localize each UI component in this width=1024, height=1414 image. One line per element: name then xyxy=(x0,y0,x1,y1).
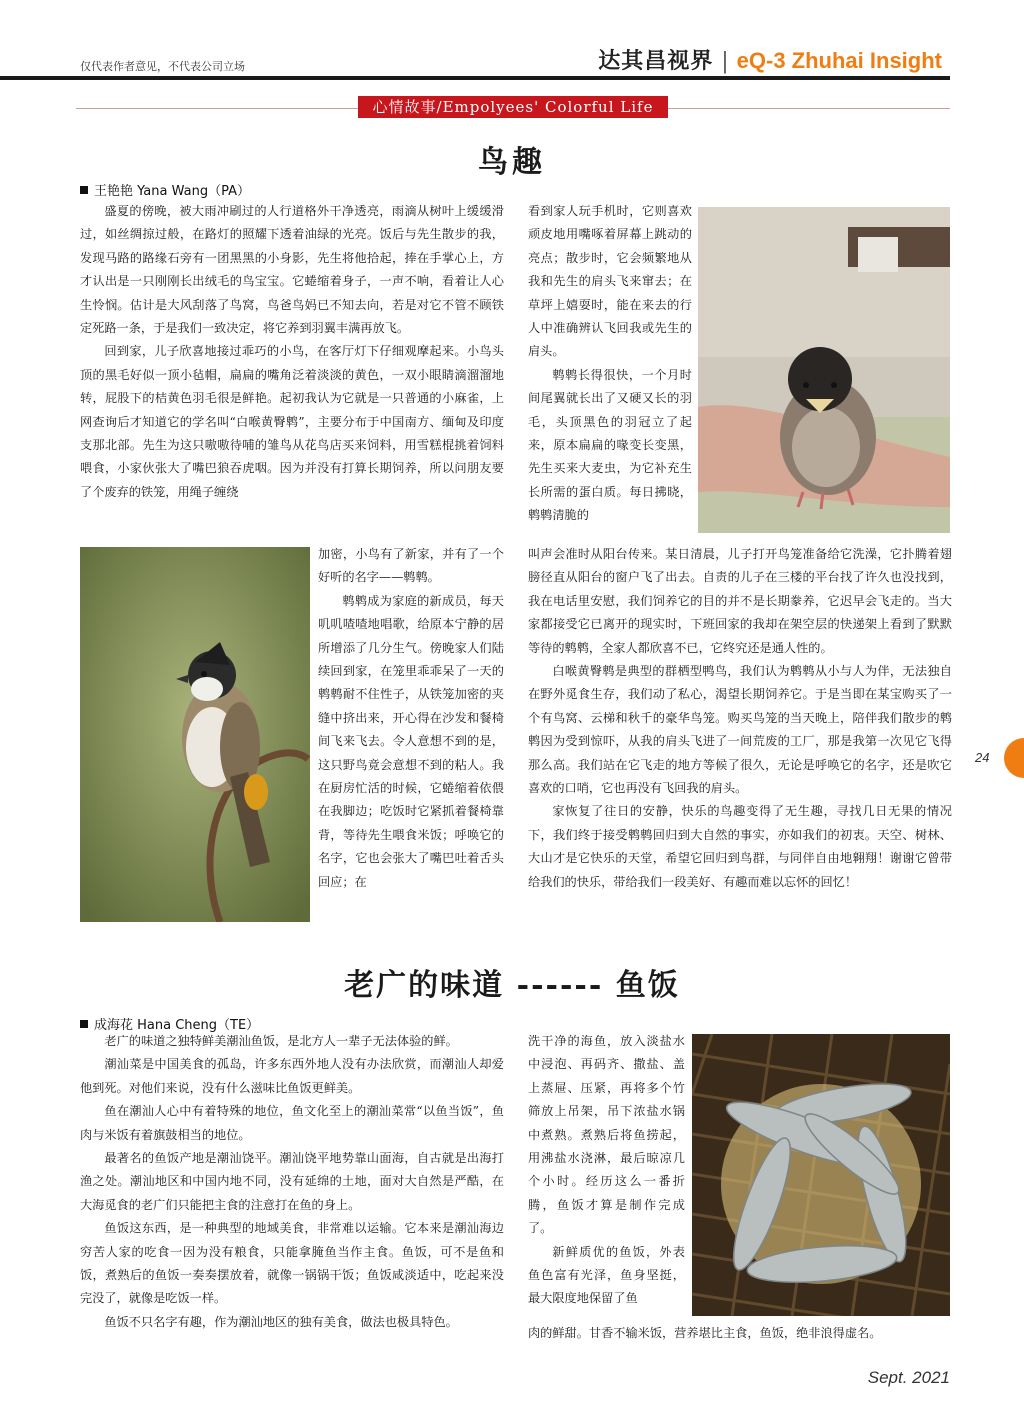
article1-column1b xyxy=(318,543,504,894)
chick-on-finger-illustration xyxy=(698,207,950,533)
brand-english: eQ-3 Zhuhai Insight xyxy=(736,48,942,73)
footer-date: Sept. 2021 xyxy=(867,1368,950,1387)
article2-column2b xyxy=(528,1322,952,1345)
bird-photo-bulbul xyxy=(80,547,310,922)
paragraph: 鹎鹎长得很快，一个月时间尾翼就长出了又硬又长的羽毛，头顶黑色的羽冠立了起来，原本扁扁的喙变长变黑，先生买来大麦虫，为它补充生长所需的蛋白质。每日拂晓，鹎鹎清脆的 xyxy=(528,367,692,523)
brand-separator: | xyxy=(721,49,729,74)
article2-title: 老广的味道 ------ 鱼饭 xyxy=(344,968,680,1003)
paragraph: 新鲜质优的鱼饭，外表鱼色富有光泽，鱼身坚挺，最大限度地保留了鱼 xyxy=(528,1244,685,1306)
paragraph: 鱼饭这东西，是一种典型的地域美食，非常难以运输。它本来是潮汕海边穷苦人家的吃食一因为没有粮食，只能拿腌鱼当作主食。鱼饭，可不是鱼和饭，煮熟后的鱼饭一奏奏摆放着，就像一锅锅干饭；鱼饭咸淡适中，吃起来没完没了，就像是吃饭一样。 xyxy=(80,1221,504,1306)
section-tag: 心情故事/Empolyees' Colorful Life xyxy=(358,96,668,118)
header-rule xyxy=(0,76,950,80)
article2-column2a xyxy=(528,1030,685,1311)
article1-author xyxy=(80,180,250,199)
paragraph: 洗干净的海鱼，放入淡盐水中浸泡、再码齐、撒盐、盖上蒸屉、压紧，再将多个竹筛放上吊架，吊下浓盐水锅中煮熟。煮熟后将鱼捞起，用沸盐水浇淋，最后晾凉几个小时。经历这么一番折腾，鱼饭才算是制作完成了。 xyxy=(528,1034,685,1236)
article1-column2b xyxy=(528,543,952,894)
paragraph: 叫声会准时从阳台传来。某日清晨，儿子打开鸟笼准备给它洗澡，它扑腾着翅膀径直从阳台的窗户飞了出去。自责的儿子在三楼的平台找了许久也没找到，我在电话里安慰，我们饲养它的目的并不是长期豢养，它迟早会飞走的。当大家都接受它已离开的现实时，下班回家的我却在架空层的快递架上看到了默默等待的鹎鹎，全家人都欣喜不已，它终究还是通人性的。 xyxy=(528,547,952,655)
article1-title: 鸟趣 xyxy=(478,145,546,180)
article1-column2a xyxy=(528,200,692,528)
fish-rice-photo xyxy=(692,1034,950,1316)
article1-author-name: 王艳艳 Yana Wang（PA） xyxy=(94,184,250,199)
article1-column1 xyxy=(80,200,504,504)
paragraph: 白喉黄臀鹎是典型的群栖型鸭鸟，我们认为鹎鹎从小与人为伴，无法独自在野外觅食生存，我们动了私心，渴望长期饲养它。于是当即在某宝购买了一个有鸟窝、云梯和秋千的豪华鸟笼。购买鸟笼的当天晚上，陪伴我们散步的鹎鹎因为受到惊吓，从我的肩头飞进了一间荒废的工厂，那是我第一次见它飞得那么高。我们站在它飞走的地方等候了很久，无论是呼唤它的名字，还是吹它喜欢的口哨，它也再没有飞回我的肩头。 xyxy=(528,664,952,796)
fish-in-basket-illustration xyxy=(692,1034,950,1316)
brand-chinese: 达其昌视界 xyxy=(598,48,714,74)
paragraph: 看到家人玩手机时，它则喜欢顽皮地用嘴啄着屏幕上跳动的亮点；散步时，它会频繁地从我和先生的肩头飞来窜去；在草坪上嬉耍时，能在来去的行人中准确辨认飞回我或先生的肩头。 xyxy=(528,204,692,359)
author-bullet-icon xyxy=(80,186,88,194)
paragraph: 鱼饭不只名字有趣，作为潮汕地区的独有美食，做法也极具特色。 xyxy=(104,1314,458,1329)
paragraph: 盛夏的傍晚，被大雨冲刷过的人行道格外干净透亮，雨滴从树叶上缓缓滑过，如丝绸掠过般，在路灯的照耀下透着油绿的光亮。饭后与先生散步的我，发现马路的路缘石旁有一团黑黑的小身影，先生将他拾起，捧在手掌心上，方才认出是一只刚刚长出绒毛的鸟宝宝。它蜷缩着身子，一声不响，看着让人心生怜悯。估计是大风刮落了鸟窝，鸟爸鸟妈已不知去向，若是对它不管不顾铁定死路一条，于是我们一致决定，将它养到羽翼丰满再放飞。 xyxy=(80,204,504,336)
bird-photo-chick-on-finger xyxy=(698,207,950,533)
article2-column1 xyxy=(80,1030,504,1334)
paragraph: 鹎鹎成为家庭的新成员，每天叽叽喳喳地唱歌，给原本宁静的居所增添了几分生气。傍晚家人们陆续回到家，在笼里乖乖呆了一天的鹎鹎耐不住性子，从铁笼加密的夹缝中挤出来，开心得在沙发和餐椅间飞来飞去。令人意想不到的是，这只野鸟竟会意想不到的粘人。我在厨房忙活的时候，它蜷缩着依偎在我脚边；吃饭时它紧抓着餐椅靠背，等待先生喂食米饭；呼唤它的名字，它也会张大了嘴巴吐着舌头回应；在 xyxy=(318,593,504,889)
page-number: 24 xyxy=(975,750,990,765)
paragraph: 回到家，儿子欣喜地接过乖巧的小鸟，在客厅灯下仔细观摩起来。小鸟头顶的黑毛好似一顶小毡帽，扁扁的嘴角泛着淡淡的黄色，一双小眼睛滴溜溜地转，屁股下的桔黄色羽毛很是鲜艳。起初我认为它就是一只普通的小麻雀，上网查询后才知道它的学名叫“白喉黄臀鹎”，主要分布于中国南方、缅甸及印度支那北部。先生为这只嗷嗷待哺的雏鸟从花鸟店买来饲料，用雪糕棍挑着饲料喂食，小家伙张大了嘴巴狼吞虎咽。因为并没有打算长期饲养，所以问朋友要了个废弃的铁笼，用绳子缠绕 xyxy=(80,344,504,499)
article2-author-name: 成海花 Hana Cheng（TE） xyxy=(94,1018,260,1033)
paragraph: 潮汕菜是中国美食的孤岛，许多东西外地人没有办法欣赏，而潮汕人却爱他到死。对他们来说，没有什么滋味比鱼饭更鲜美。 xyxy=(80,1057,504,1095)
bird-on-branch-illustration xyxy=(80,547,310,922)
paragraph: 肉的鲜甜。甘香不输米饭，营养堪比主食，鱼饭，绝非浪得虚名。 xyxy=(528,1326,882,1340)
disclaimer-text: 仅代表作者意见，不代表公司立场 xyxy=(80,60,245,73)
paragraph: 鱼在潮汕人心中有着特殊的地位，鱼文化至上的潮汕菜常“以鱼当饭”，鱼肉与米饭有着旗鼓相当的地位。 xyxy=(80,1104,504,1142)
paragraph: 老广的味道之独特鲜美潮汕鱼饭，是北方人一辈子无法体验的鲜。 xyxy=(104,1034,458,1048)
paragraph: 最著名的鱼饭产地是潮汕饶平。潮汕饶平地势靠山面海，自古就是出海打渔之处。潮汕地区和中国内地不同，没有延绵的土地，面对大自然是严酷，在大海觅食的老广们只能把主食的注意打在鱼的身上。 xyxy=(80,1151,504,1212)
author-bullet-icon xyxy=(80,1020,88,1028)
paragraph: 家恢复了往日的安静，快乐的鸟趣变得了无生趣，寻找几日无果的情况下，我们终于接受鹎鹎回归到大自然的事实，亦如我们的初衷。天空、树林、大山才是它快乐的天堂，希望它回归到鸟群，与同伴自由地翱翔！谢谢它曾带给我们的快乐，带给我们一段美好、有趣而难以忘怀的回忆！ xyxy=(528,804,952,889)
brand-header xyxy=(598,44,942,75)
paragraph: 加密，小鸟有了新家，并有了一个好听的名字——鹎鹎。 xyxy=(318,547,504,585)
page-tab-marker xyxy=(1004,738,1024,778)
